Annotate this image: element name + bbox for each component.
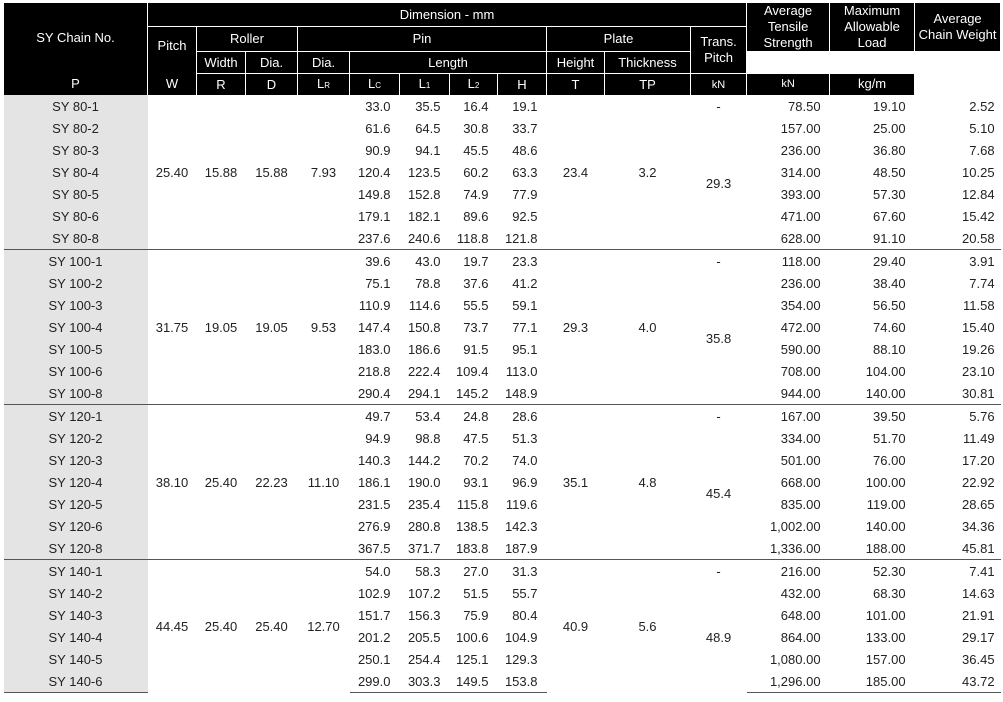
tensile-strength-cell: 78.50 (788, 98, 821, 114)
tensile-strength-cell: 167.00 (747, 405, 830, 428)
pin-lc-cell: 280.8 (407, 518, 441, 534)
chain-no-cell: SY 80-3 (4, 139, 148, 161)
chain-weight-cell: 15.42 (962, 208, 995, 224)
chain-weight-cell: 28.65 (962, 496, 995, 512)
tensile-strength-cell: 708.00 (780, 363, 821, 379)
tensile-strength-cell: 590.00 (780, 341, 821, 357)
pin-l2-cell: 95.1 (512, 341, 538, 357)
pin-l2-cell: 187.9 (504, 540, 538, 556)
pin-l1-cell: 75.9 (463, 607, 489, 623)
pin-l1-cell: 118.8 (456, 230, 489, 246)
header-tensile-strength: Average Tensile Strength (747, 3, 830, 52)
max-load-cell: 133.00 (865, 629, 906, 645)
max-load-cell: 74.60 (873, 319, 906, 335)
chain-weight-cell: 45.81 (962, 540, 995, 556)
pin-lr-cell: 149.8 (357, 186, 391, 202)
pin-l2-cell: 129.3 (504, 651, 538, 667)
plate-height-cell: 40.9 (547, 560, 605, 693)
pitch-cell: 38.10 (148, 405, 197, 560)
chain-weight-cell: 11.58 (962, 297, 995, 313)
tensile-strength-cell: 668.00 (780, 474, 821, 490)
header-plate: Plate (547, 27, 691, 52)
pin-l2-cell: 33.7 (512, 120, 538, 136)
plate-height-cell: 23.4 (562, 164, 589, 180)
pin-lr-cell: 367.5 (357, 540, 391, 556)
header-sym-thickness: T (547, 74, 605, 96)
pin-dia-cell: 7.93 (310, 164, 337, 180)
max-load-cell: 91.10 (873, 230, 906, 246)
pin-lr-cell: 218.8 (357, 363, 391, 379)
pin-l1-cell: 100.6 (455, 629, 489, 645)
pin-lr-cell: 276.9 (357, 518, 391, 534)
pin-lr-cell: 147.4 (357, 319, 391, 335)
pin-l1-cell: 125.1 (455, 651, 489, 667)
roller-width-cell: 19.05 (197, 250, 246, 405)
pin-l1-cell: 138.5 (455, 518, 489, 534)
plate-thickness-cell: 3.2 (638, 164, 657, 180)
pin-dia-cell: 9.53 (298, 250, 350, 405)
pin-l1-cell: 24.8 (450, 405, 498, 428)
header-sym-tp: TP (605, 74, 691, 96)
pin-lc-cell: 240.6 (407, 230, 441, 246)
pin-lr-cell: 183.0 (357, 341, 391, 357)
max-load-cell: 104.00 (865, 363, 906, 379)
header-dimension: Dimension - mm (148, 3, 747, 27)
chain-no-cell: SY 120-3 (4, 449, 148, 471)
chain-no-cell: SY 140-4 (4, 626, 148, 648)
pin-l1-cell: 115.8 (456, 496, 489, 512)
chain-no-cell: SY 80-6 (4, 205, 148, 227)
tensile-strength-cell: 157.00 (780, 120, 821, 136)
pin-lr-cell: 250.1 (357, 651, 391, 667)
max-load-cell: 188.00 (865, 540, 906, 556)
pin-lc-cell: 294.1 (407, 385, 441, 401)
header-pitch-label: Pitch (157, 38, 187, 53)
pin-l1-cell: 93.1 (463, 474, 489, 490)
pin-l2-cell: 41.2 (512, 275, 538, 291)
roller-width-cell: 25.40 (197, 560, 246, 693)
header-sym-width: W (148, 74, 197, 96)
chain-weight-cell: 2.52 (969, 98, 995, 114)
header-sym-lr-sub: R (324, 80, 330, 90)
pin-dia-cell: 12.70 (298, 560, 350, 693)
pin-l2-cell: 51.3 (512, 430, 538, 446)
plate-height-cell: 29.3 (547, 250, 605, 405)
chain-weight-cell: 36.45 (962, 651, 995, 667)
pin-lc-cell: 78.8 (415, 275, 441, 291)
pin-l2-cell: 148.9 (504, 385, 538, 401)
pin-l2-cell: 92.5 (512, 208, 538, 224)
roller-dia-cell: 25.40 (246, 560, 298, 693)
chain-weight-cell: 29.17 (962, 629, 995, 645)
pitch-cell: 31.75 (148, 250, 197, 405)
pin-lr-cell: 140.3 (357, 452, 391, 468)
chain-spec-table (3, 3, 1001, 693)
pin-lr-cell: 231.5 (357, 496, 391, 512)
pin-lr-cell: 299.0 (350, 670, 400, 693)
pin-l2-cell: 63.3 (512, 164, 538, 180)
chain-no-cell: SY 140-3 (4, 604, 148, 626)
pin-l2-cell: 77.1 (512, 319, 538, 335)
chain-no-cell: SY 120-5 (4, 493, 148, 515)
roller-width-cell: 15.88 (204, 164, 238, 180)
chain-no-cell: SY 100-5 (4, 338, 148, 360)
pin-l1-cell: 91.5 (463, 341, 489, 357)
trans-pitch-dash-cell: - (691, 250, 747, 273)
pin-lc-cell: 144.2 (407, 452, 441, 468)
pin-lr-cell: 290.4 (357, 385, 391, 401)
header-sym-l1 (400, 74, 450, 96)
pin-l1-cell: 70.2 (463, 452, 489, 468)
pin-lr-cell: 179.1 (357, 208, 391, 224)
pin-l1-cell: 73.7 (463, 319, 489, 335)
tensile-strength-cell: 118.00 (747, 250, 830, 273)
chain-weight-cell: 23.10 (962, 363, 995, 379)
tensile-strength-cell: 648.00 (780, 607, 821, 623)
header-chain-no: SY Chain No. (4, 3, 148, 74)
tensile-strength-cell: 314.00 (780, 164, 821, 180)
chain-weight-cell: 19.26 (962, 341, 995, 357)
header-sym-l1-main: L (418, 75, 426, 91)
tensile-strength-cell: 471.00 (780, 208, 821, 224)
max-load-cell: 140.00 (865, 518, 906, 534)
chain-weight-cell: 14.63 (962, 585, 995, 601)
chain-weight-cell: 5.10 (969, 120, 995, 136)
chain-weight-cell: 22.92 (962, 474, 995, 490)
pin-l2-cell: 153.8 (498, 670, 547, 693)
header-sym-pin-dia: D (246, 74, 298, 96)
header-roller-width: Width (197, 52, 246, 74)
tensile-strength-cell: 393.00 (780, 186, 821, 202)
max-load-cell: 52.30 (830, 560, 915, 583)
header-sym-l2 (450, 74, 498, 96)
pin-l2-cell: 80.4 (512, 607, 538, 623)
pin-l1-cell: 89.6 (463, 208, 489, 224)
pin-lc-cell: 58.3 (400, 560, 450, 583)
chain-no-cell: SY 100-6 (4, 360, 148, 382)
header-pitch (148, 27, 197, 74)
chain-weight-cell: 10.25 (962, 164, 995, 180)
pin-l2-cell: 96.9 (512, 474, 538, 490)
pin-lc-cell: 254.4 (407, 651, 441, 667)
pin-lc-cell: 156.3 (407, 607, 441, 623)
tensile-strength-cell: 236.00 (780, 275, 821, 291)
chain-no-cell: SY 120-4 (4, 471, 148, 493)
pin-l1-cell: 51.5 (463, 585, 489, 601)
pitch-cell: 44.45 (148, 560, 197, 693)
max-load-cell: 48.50 (873, 164, 906, 180)
header-max-load: Maximum Allowable Load (830, 3, 915, 52)
pin-lc-cell: 64.5 (415, 120, 441, 136)
pin-lc-cell: 222.4 (407, 363, 441, 379)
chain-no-cell: SY 140-1 (4, 560, 148, 583)
chain-weight-cell: 7.41 (915, 560, 1001, 583)
pin-lr-cell: 102.9 (357, 585, 391, 601)
plate-height-cell: 35.1 (547, 405, 605, 560)
header-sym-pitch: P (4, 74, 148, 96)
chain-no-cell: SY 80-1 (4, 95, 148, 117)
chain-weight-cell: 43.72 (915, 670, 1001, 693)
chain-weight-cell: 7.68 (969, 142, 995, 158)
trans-pitch-cell: 29.3 (705, 175, 732, 191)
tensile-strength-cell: 628.00 (780, 230, 821, 246)
pin-lr-cell: 49.7 (350, 405, 400, 428)
header-plate-thickness: Thickness (605, 52, 691, 74)
chain-no-cell: SY 120-2 (4, 427, 148, 449)
chain-weight-cell: 7.74 (969, 275, 995, 291)
chain-weight-cell: 20.58 (962, 230, 995, 246)
trans-pitch-cell: 48.9 (705, 629, 732, 645)
max-load-cell: 67.60 (873, 208, 906, 224)
pin-lc-cell: 107.2 (407, 585, 441, 601)
max-load-cell: 140.00 (865, 385, 906, 401)
max-load-cell: 36.80 (873, 142, 906, 158)
trans-pitch-dash-cell: - (691, 560, 747, 583)
tensile-strength-cell: 1,336.00 (769, 540, 821, 556)
pin-lc-cell: 94.1 (415, 142, 441, 158)
chain-no-cell: SY 120-1 (4, 405, 148, 428)
pin-lc-cell: 150.8 (407, 319, 441, 335)
pin-l1-cell: 55.5 (463, 297, 489, 313)
pin-lr-cell: 201.2 (357, 629, 391, 645)
pin-l2-cell: 19.1 (512, 98, 538, 114)
trans-pitch-cell: 45.4 (705, 485, 732, 501)
pin-lr-cell: 151.7 (357, 607, 391, 623)
table-body (4, 95, 1001, 693)
tensile-strength-cell: 432.00 (780, 585, 821, 601)
max-load-cell: 119.00 (866, 496, 906, 512)
pin-lc-cell: 205.5 (407, 629, 441, 645)
tensile-strength-cell: 944.00 (780, 385, 821, 401)
chain-weight-cell: 11.49 (962, 430, 995, 446)
tensile-strength-cell: 1,002.00 (769, 518, 821, 534)
max-load-cell: 68.30 (873, 585, 906, 601)
header-pin-dia: Dia. (298, 52, 350, 74)
header-unit-tensile: kN (691, 74, 747, 96)
pin-lr-cell: 54.0 (350, 560, 400, 583)
pin-l2-cell: 142.3 (504, 518, 538, 534)
pin-l2-cell: 23.3 (498, 250, 547, 273)
header-chain-weight: Average Chain Weight (915, 3, 1001, 52)
pin-l2-cell: 28.6 (498, 405, 547, 428)
pin-lc-cell: 114.6 (408, 297, 441, 313)
header-sym-l2-sub: 2 (474, 80, 480, 90)
pin-lr-cell: 75.1 (365, 275, 391, 291)
pin-l2-cell: 48.6 (512, 142, 538, 158)
header-sym-lc-sub: C (375, 80, 381, 90)
chain-weight-cell: 12.84 (962, 186, 995, 202)
pin-lr-cell: 237.6 (357, 230, 391, 246)
header-pin-length: Length (350, 52, 547, 74)
max-load-cell: 56.50 (873, 297, 906, 313)
pin-lc-cell: 235.4 (407, 496, 441, 512)
tensile-strength-cell: 501.00 (780, 452, 821, 468)
pin-l2-cell: 59.1 (512, 297, 538, 313)
chain-weight-cell: 5.76 (915, 405, 1001, 428)
table-row (4, 560, 1001, 583)
pin-l1-cell: 16.4 (463, 98, 489, 114)
table-row (4, 405, 1001, 428)
max-load-cell: 19.10 (873, 98, 906, 114)
pin-l2-cell: 113.0 (505, 363, 538, 379)
chain-no-cell: SY 100-1 (4, 250, 148, 273)
pin-l1-cell: 149.5 (450, 670, 498, 693)
max-load-cell: 76.00 (873, 452, 906, 468)
chain-weight-cell: 15.40 (962, 319, 995, 335)
trans-pitch-cell: 35.8 (705, 330, 732, 346)
pin-l1-cell: 37.6 (463, 275, 489, 291)
tensile-strength-cell: 835.00 (780, 496, 821, 512)
chain-no-cell: SY 80-5 (4, 183, 148, 205)
chain-no-cell: SY 100-4 (4, 316, 148, 338)
chain-weight-cell: 3.91 (915, 250, 1001, 273)
chain-no-cell: SY 120-8 (4, 537, 148, 560)
pin-l2-cell: 121.8 (504, 230, 538, 246)
pin-lc-cell: 53.4 (400, 405, 450, 428)
header-trans-pitch: Trans. Pitch (691, 27, 747, 74)
roller-dia-cell: 19.05 (246, 250, 298, 405)
table-row (4, 250, 1001, 273)
roller-dia-cell: 22.23 (246, 405, 298, 560)
chain-weight-cell: 30.81 (962, 385, 995, 401)
pin-lr-cell: 186.1 (357, 474, 391, 490)
pin-lr-cell: 110.9 (358, 297, 391, 313)
chain-no-cell: SY 140-2 (4, 582, 148, 604)
pin-l1-cell: 47.5 (463, 430, 489, 446)
max-load-cell: 88.10 (873, 341, 906, 357)
pin-lc-cell: 371.7 (407, 540, 441, 556)
chain-weight-cell: 17.20 (962, 452, 995, 468)
max-load-cell: 100.00 (865, 474, 906, 490)
pin-lc-cell: 186.6 (407, 341, 441, 357)
pin-l1-cell: 19.7 (450, 250, 498, 273)
pin-l1-cell: 30.8 (463, 120, 489, 136)
chain-no-cell: SY 120-6 (4, 515, 148, 537)
pin-lc-cell: 182.1 (407, 208, 441, 224)
pin-l1-cell: 45.5 (463, 142, 489, 158)
max-load-cell: 185.00 (830, 670, 915, 693)
pin-lr-cell: 90.9 (365, 142, 391, 158)
tensile-strength-cell: 472.00 (780, 319, 821, 335)
pin-lr-cell: 33.0 (365, 98, 391, 114)
chain-no-cell: SY 80-4 (4, 161, 148, 183)
pin-l2-cell: 31.3 (498, 560, 547, 583)
max-load-cell: 51.70 (873, 430, 906, 446)
pin-lc-cell: 303.3 (400, 670, 450, 693)
tensile-strength-cell: 864.00 (780, 629, 821, 645)
max-load-cell: 25.00 (873, 120, 906, 136)
pin-l1-cell: 74.9 (463, 186, 489, 202)
pin-l1-cell: 27.0 (450, 560, 498, 583)
tensile-strength-cell: 354.00 (780, 297, 821, 313)
header-roller: Roller (197, 27, 298, 52)
max-load-cell: 101.00 (865, 607, 906, 623)
pin-l2-cell: 77.9 (512, 186, 538, 202)
chain-weight-cell: 21.91 (962, 607, 995, 623)
plate-thickness-cell: 5.6 (605, 560, 691, 693)
pin-l1-cell: 60.2 (463, 164, 489, 180)
tensile-strength-cell: 1,296.00 (747, 670, 830, 693)
header-unit-load: kN (747, 74, 830, 96)
header-pin: Pin (298, 27, 547, 52)
chain-no-cell: SY 80-2 (4, 117, 148, 139)
pin-lr-cell: 39.6 (350, 250, 400, 273)
roller-dia-cell: 15.88 (255, 164, 288, 180)
max-load-cell: 157.00 (865, 651, 906, 667)
pin-lc-cell: 98.8 (415, 430, 441, 446)
header-sym-lc-main: L (367, 75, 376, 91)
chain-weight-cell: 34.36 (962, 518, 995, 534)
chain-no-cell: SY 140-6 (4, 670, 148, 693)
trans-pitch-dash-cell: - (691, 405, 747, 428)
pin-l1-cell: 145.2 (455, 385, 489, 401)
chain-no-cell: SY 100-3 (4, 294, 148, 316)
pin-l2-cell: 55.7 (512, 585, 538, 601)
pin-lc-cell: 190.0 (407, 474, 441, 490)
pitch-cell: 25.40 (155, 164, 189, 180)
header-unit-weight: kg/m (830, 74, 915, 96)
roller-width-cell: 25.40 (197, 405, 246, 560)
max-load-cell: 39.50 (830, 405, 915, 428)
tensile-strength-cell: 1,080.00 (769, 651, 821, 667)
pin-lr-cell: 61.6 (365, 120, 391, 136)
pin-lc-cell: 43.0 (400, 250, 450, 273)
header-sym-l2-main: L (467, 75, 475, 91)
table-row (4, 95, 1001, 117)
pin-l2-cell: 119.6 (505, 496, 538, 512)
tensile-strength-cell: 334.00 (780, 430, 821, 446)
chain-no-cell: SY 100-2 (4, 272, 148, 294)
header-sym-lc (350, 74, 400, 96)
pin-l2-cell: 104.9 (504, 629, 538, 645)
chain-no-cell: SY 140-5 (4, 648, 148, 670)
pin-lc-cell: 123.5 (407, 164, 441, 180)
header-sym-lr-main: L (316, 75, 325, 91)
pin-lr-cell: 94.9 (365, 430, 391, 446)
trans-pitch-dash-cell: - (716, 98, 721, 114)
tensile-strength-cell: 216.00 (747, 560, 830, 583)
header-sym-roller: R (197, 74, 246, 96)
header-sym-l1-sub: 1 (425, 80, 431, 90)
header-roller-dia: Dia. (246, 52, 298, 74)
pin-lr-cell: 120.4 (357, 164, 391, 180)
max-load-cell: 29.40 (830, 250, 915, 273)
pin-l2-cell: 74.0 (512, 452, 538, 468)
tensile-strength-cell: 236.00 (780, 142, 821, 158)
pin-dia-cell: 11.10 (298, 405, 350, 560)
chain-no-cell: SY 80-8 (4, 227, 148, 250)
chain-no-cell: SY 100-8 (4, 382, 148, 405)
pin-lc-cell: 35.5 (415, 98, 441, 114)
plate-thickness-cell: 4.0 (605, 250, 691, 405)
max-load-cell: 57.30 (873, 186, 906, 202)
max-load-cell: 38.40 (873, 275, 906, 291)
pin-lc-cell: 152.8 (407, 186, 441, 202)
pin-l1-cell: 109.4 (455, 363, 489, 379)
header-sym-lr (298, 74, 350, 96)
plate-thickness-cell: 4.8 (605, 405, 691, 560)
header-sym-height: H (498, 74, 547, 96)
header-plate-height: Height (547, 52, 605, 74)
pin-l1-cell: 183.8 (455, 540, 489, 556)
